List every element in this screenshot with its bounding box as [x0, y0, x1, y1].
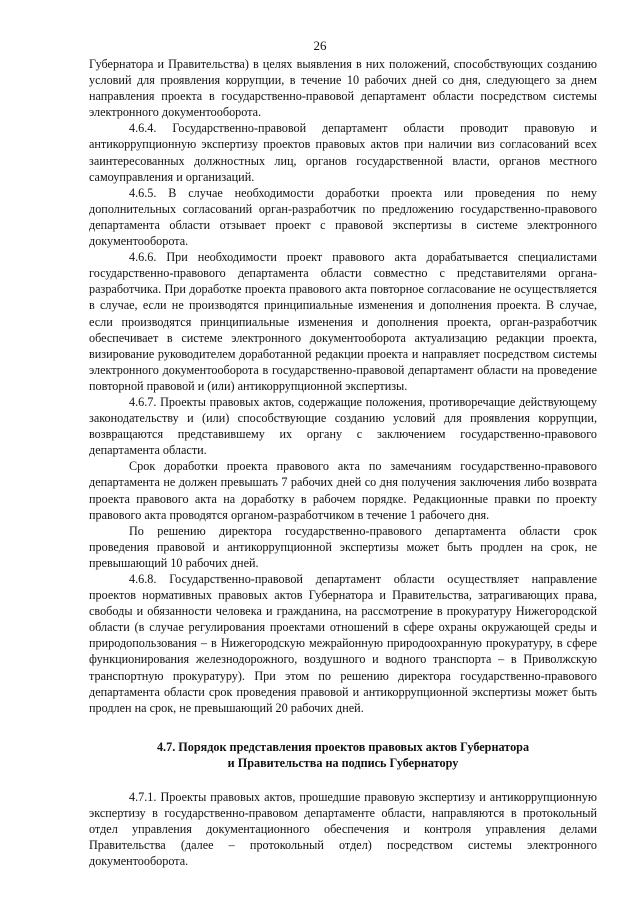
paragraph: 4.6.7. Проекты правовых актов, содержащие положения, противоречащие действующему законодательству и (или) способствующие созданию условий для проявления коррупции, возвращаются представившему их органу с заключением государственно-правового департамента области. [89, 394, 597, 458]
paragraph: Срок доработки проекта правового акта по замечаниям государственно-правового департамента не должен превышать 7 рабочих дней со дня получения заключения либо возврата проекта правового акта на доработку в рабочем порядке. Редакционные правки по проекту правового акта проводятся органом-разработчиком в течение 1 рабочего дня. [89, 459, 597, 522]
paragraph: 4.7.1. Проекты правовых актов, прошедшие правовую экспертизу и антикоррупционную экспертизу в государственно-правовом департаменте области, направляются в протокольный отдел управления документационного обеспечения и контроля управления делами Правительства (далее – протокольный отдел) посредством системы электронного документооборота. [89, 790, 597, 869]
section-heading-line: 4.7. Порядок представления проектов правовых актов Губернатора [156, 739, 530, 754]
section-heading-line: и Правительства на подпись Губернатору [227, 755, 459, 770]
paragraph: 4.6.8. Государственно-правовой департамент области осуществляет направление проектов нормативных правовых актов Губернатора и Правительства, затрагивающих права, свободы и обязанности человека и гражданина, на рассмотрение в прокуратуру Нижегородской области (в случае регулирования проектами отношений в сфере охраны окружающей среды и природопользования – в Нижегородскую межрайонную природоохранную прокуратуру, в сфере функционирования железнодорожного, воздушного и водного транспорта – в Приволжскую транспортную прокуратуру). При этом по решению директора государственно-правового департамента области срок проведения правовой и антикоррупционной экспертизы может быть продлен на срок, не превышающий 20 рабочих дней. [89, 572, 597, 715]
paragraph: 4.6.4. Государственно-правовой департамент области проводит правовую и антикоррупционную экспертизу проектов правовых актов при наличии виз согласований всех заинтересованных должностных лиц, органов государственной власти, органов местного самоуправления и организаций. [89, 121, 597, 184]
page-number: 26 [313, 38, 327, 53]
paragraph: 4.6.6. При необходимости проект правового акта дорабатывается специалистами государственно-правового департамента области совместно с представителями органа-разработчика. При доработке проекта правового акта повторное согласование не осуществляется в случае, если не производятся принципиальные изменения и дополнения проекта. В случае, если производятся принципиальные изменения и дополнения проекта, орган-разработчик обеспечивает в системе электронного документооборота актуализацию редакции проекта, визирование руководителем доработанной редакции проекта и направляет посредством системы электронного документооборота в государственно-правовой департамент области на проведение повторной правовой и (или) антикоррупционной экспертизы. [89, 250, 597, 393]
paragraph: Губернатора и Правительства) в целях выявления в них положений, способствующих созданию условий для проявления коррупции, в течение 10 рабочих дней со дня, следующего за днем направления проекта в государственно-правовой департамент области посредством системы электронного документооборота. [89, 57, 597, 120]
section-heading [89, 739, 597, 771]
paragraph: 4.6.5. В случае необходимости доработки проекта или проведения по нему дополнительных согласований орган-разработчик по предложению государственно-правового департамента области отзывает проект с правовой экспертизы в системе электронного документооборота. [89, 185, 597, 249]
document-body [89, 56, 597, 870]
paragraph: По решению директора государственно-правового департамента области срок проведения правовой и антикоррупционной экспертизы может быть продлен на срок, не превышающий 10 рабочих дней. [89, 523, 597, 570]
